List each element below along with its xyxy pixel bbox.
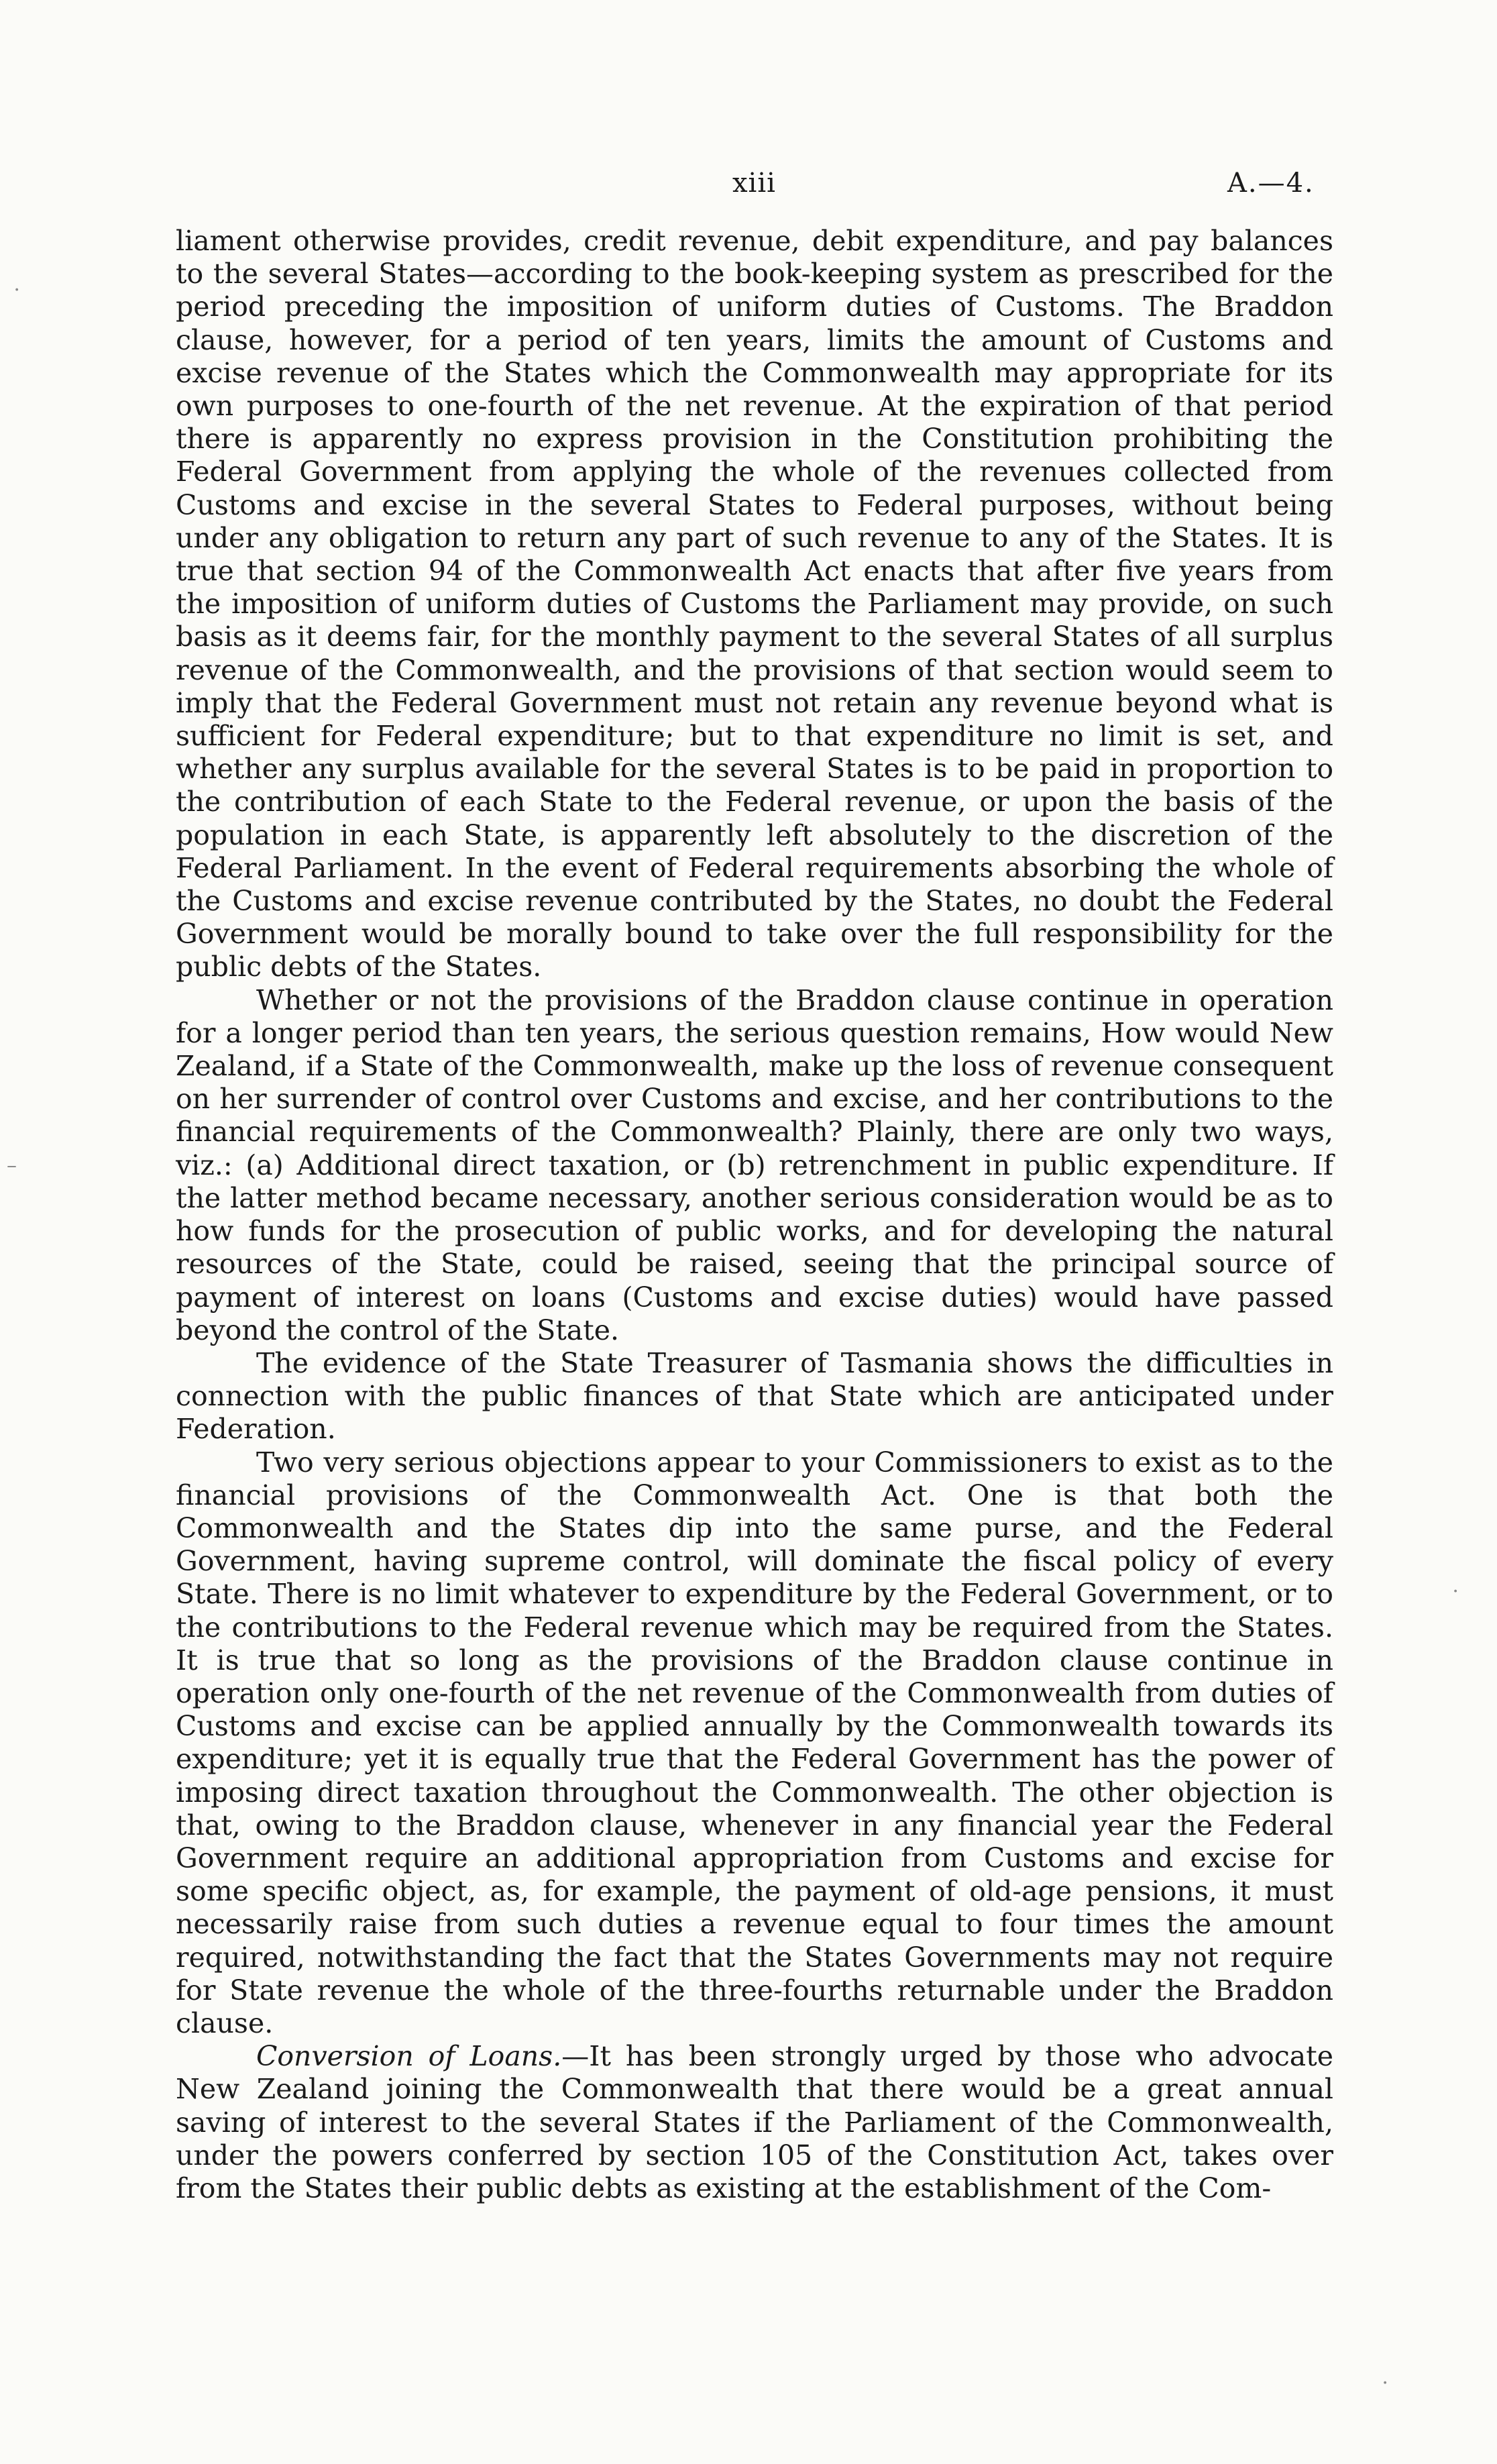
paragraph-text: —It has been strongly urged by those who advocate New Zealand joining the Commonwealth that there would be a great annual saving of interest to the several States if the Parliament of the Commonwealth, under the powers conferred by section 105 of the Constitution Act, takes over from the States their public debts as existing at the establishment of the Com-	[176, 2040, 1333, 2204]
margin-tick-mark: ⋅	[1382, 2371, 1389, 2395]
paragraph-tasmania-evidence	[176, 1347, 1333, 1446]
paragraph-federal-revenue	[176, 225, 1333, 984]
page-header	[0, 168, 1497, 208]
paragraph-serious-objections	[176, 1446, 1333, 2041]
report-body-text	[176, 225, 1333, 2205]
paragraph-text: The evidence of the State Treasurer of Tasmania shows the difficulties in connection with the public finances of that State which are anticipated under Federation.	[176, 1346, 1333, 1446]
document-reference: A.—4.	[1227, 168, 1315, 199]
page-number: xiii	[732, 168, 776, 199]
paragraph-text: Whether or not the provisions of the Braddon clause continue in operation for a longer period than ten years, the serious question remains, How would New Zealand, if a State of the Commonwealth, make up the loss of revenue consequent on her surrender of control over Customs and excise, and her contributions to the financial requirements of the Commonwealth? Plainly, there are only two ways, viz.: (a) Additional direct taxation, or (b) retrenchment in public expenditure. If the latter method became necessary, another serious consideration would be as to how funds for the prosecution of public works, and for developing the natural resources of the State, could be raised, seeing that the principal source of payment of interest on loans (Customs and excise duties) would have passed beyond the control of the State.	[176, 983, 1333, 1346]
paragraph-braddon-clause	[176, 984, 1333, 1347]
paragraph-conversion-of-loans	[176, 2040, 1333, 2205]
margin-tick-mark: –	[7, 1154, 17, 1177]
paragraph-text: Two very serious objections appear to your Commissioners to exist as to the financial provisions of the Commonwealth Act. One is that both the Commonwealth and the States dip into the same purse, and the Federal Government, having supreme control, will dominate the fiscal policy of every State. There is no limit whatever to expenditure by the Federal Government, or to the contributions to the Federal revenue which may be required from the States. It is true that so long as the provisions of the Braddon clause continue in operation only one-fourth of the net revenue of the Commonwealth from duties of Customs and excise can be applied annually by the Commonwealth towards its expenditure; yet it is equally true that the Federal Government has the power of imposing direct taxation throughout the Commonwealth. The other objection is that, owing to the Braddon clause, whenever in any financial year the Federal Government require an additional appropriation from Customs and excise for some specific object, as, for example, the payment of old-age pensions, it must necessarily raise from such duties a revenue equal to four times the amount required, notwithstanding the fact that the States Governments may not require for State revenue the whole of the three-fourths returnable under the Braddon clause.	[176, 1446, 1333, 2039]
margin-tick-mark: ⋅	[13, 278, 21, 302]
paragraph-text: liament otherwise provides, credit revenue, debit expenditure, and pay balances to the several States—according to the book-keeping system as prescribed for the period preceding the imposition of uniform duties of Customs. The Braddon clause, however, for a period of ten years, limits the amount of Customs and excise revenue of the States which the Commonwealth may appropriate for its own purposes to one-fourth of the net revenue. At the expiration of that period there is apparently no express provision in the Constitution prohibiting the Federal Government from applying the whole of the revenues collected from Customs and excise in the several States to Federal purposes, without being under any obligation to return any part of such revenue to any of the States. It is true that section 94 of the Commonwealth Act enacts that after five years from the imposition of uniform duties of Customs the Parliament may provide, on such basis as it deems fair, for the monthly payment to the several States of all surplus revenue of the Commonwealth, and the provisions of that section would seem to imply that the Federal Government must not retain any revenue beyond what is sufficient for Federal expenditure; but to that expenditure no limit is set, and whether any surplus available for the several States is to be paid in proportion to the contribution of each State to the Federal revenue, or upon the basis of the population in each State, is apparently left absolutely to the discretion of the Federal Parliament. In the event of Federal requirements absorbing the whole of the Customs and excise revenue contributed by the States, no doubt the Federal Government would be morally bound to take over the full responsibility for the public debts of the States.	[176, 225, 1333, 983]
margin-tick-mark: ⋅	[1452, 1580, 1459, 1603]
section-heading: Conversion of Loans.	[256, 2040, 562, 2073]
